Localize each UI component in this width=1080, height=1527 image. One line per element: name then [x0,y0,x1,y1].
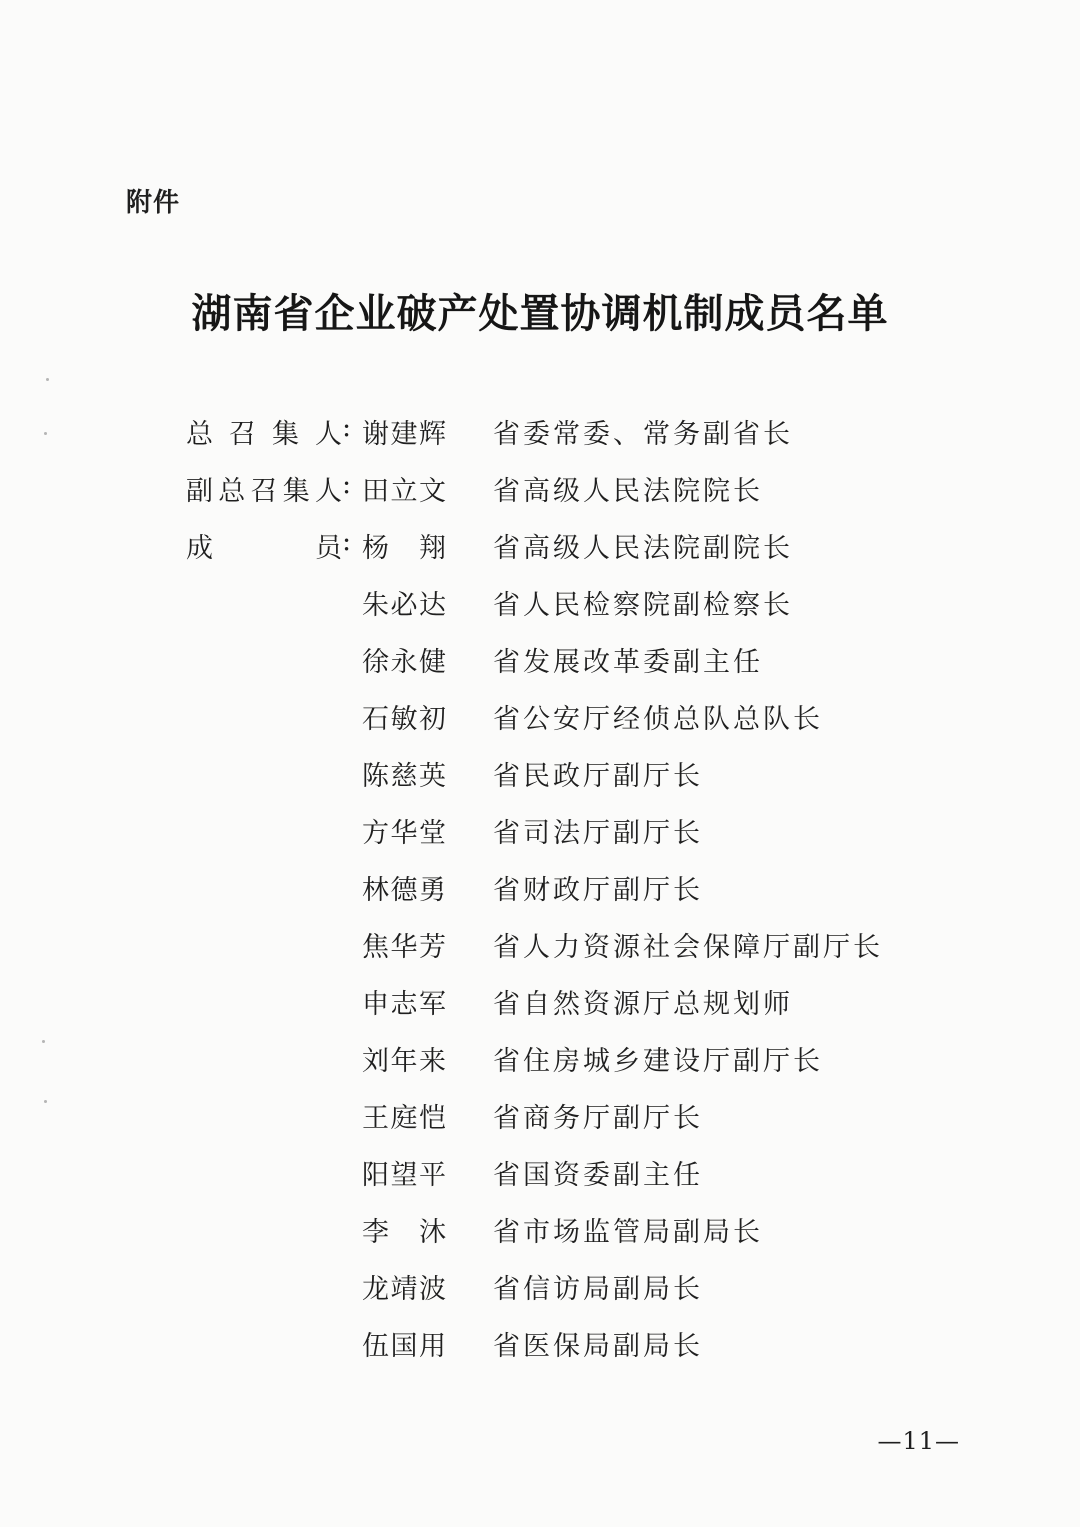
member-position: 省国资委副主任 [493,1160,703,1191]
member-name: 田立文 [362,476,446,507]
member-position: 省住房城乡建设厅副厅长 [493,1046,823,1077]
member-row [0,1320,1080,1377]
scan-speck [44,432,47,435]
role-colon: : [342,526,352,557]
member-name: 王庭恺 [362,1103,446,1134]
member-position: 省司法厅副厅长 [493,818,703,849]
role-colon: : [342,412,352,443]
member-role: 成员 [186,533,342,564]
member-position: 省高级人民法院院长 [493,476,763,507]
member-row [0,921,1080,978]
role-colon: : [342,469,352,500]
member-position: 省医保局副局长 [493,1331,703,1362]
member-name: 李沐 [362,1217,446,1248]
member-name: 朱必达 [362,590,446,621]
member-name: 杨翔 [362,533,446,564]
member-role: 副总召集人 [186,476,342,507]
attachment-label: 附件 [126,188,181,218]
member-position: 省高级人民法院副院长 [493,533,793,564]
member-row [0,978,1080,1035]
scan-speck [44,1100,47,1103]
member-row [0,864,1080,921]
member-row [0,1035,1080,1092]
member-row [0,465,1080,522]
member-name: 龙靖波 [362,1274,446,1305]
member-position: 省委常委、常务副省长 [493,419,793,450]
member-position: 省市场监管局副局长 [493,1217,763,1248]
member-position: 省民政厅副厅长 [493,761,703,792]
member-name: 阳望平 [362,1160,446,1191]
member-row [0,636,1080,693]
document-title: 湖南省企业破产处置协调机制成员名单 [191,291,889,337]
member-name: 伍国用 [362,1331,446,1362]
member-name: 谢建辉 [362,419,446,450]
member-name: 申志军 [362,989,446,1020]
member-position: 省财政厅副厅长 [493,875,703,906]
member-name: 刘年来 [362,1046,446,1077]
scan-speck [42,1040,45,1043]
member-row [0,408,1080,465]
member-name: 徐永健 [362,647,446,678]
member-name: 石敏初 [362,704,446,735]
member-name: 林德勇 [362,875,446,906]
member-name: 陈慈英 [362,761,446,792]
member-row [0,522,1080,579]
member-position: 省发展改革委副主任 [493,647,763,678]
member-row [0,807,1080,864]
member-role: 总召集人 [186,419,342,450]
member-row [0,750,1080,807]
member-name: 焦华芳 [362,932,446,963]
member-position: 省自然资源厅总规划师 [493,989,793,1020]
member-row [0,579,1080,636]
member-row [0,1206,1080,1263]
member-row [0,1092,1080,1149]
scan-speck [46,378,49,381]
member-position: 省人民检察院副检察长 [493,590,793,621]
member-position: 省信访局副局长 [493,1274,703,1305]
member-roster [0,408,1080,1377]
member-row [0,693,1080,750]
member-position: 省公安厅经侦总队总队长 [493,704,823,735]
member-row [0,1263,1080,1320]
member-name: 方华堂 [362,818,446,849]
page-number: —11— [877,1427,960,1455]
member-position: 省商务厅副厅长 [493,1103,703,1134]
member-row [0,1149,1080,1206]
member-position: 省人力资源社会保障厅副厅长 [493,932,883,963]
